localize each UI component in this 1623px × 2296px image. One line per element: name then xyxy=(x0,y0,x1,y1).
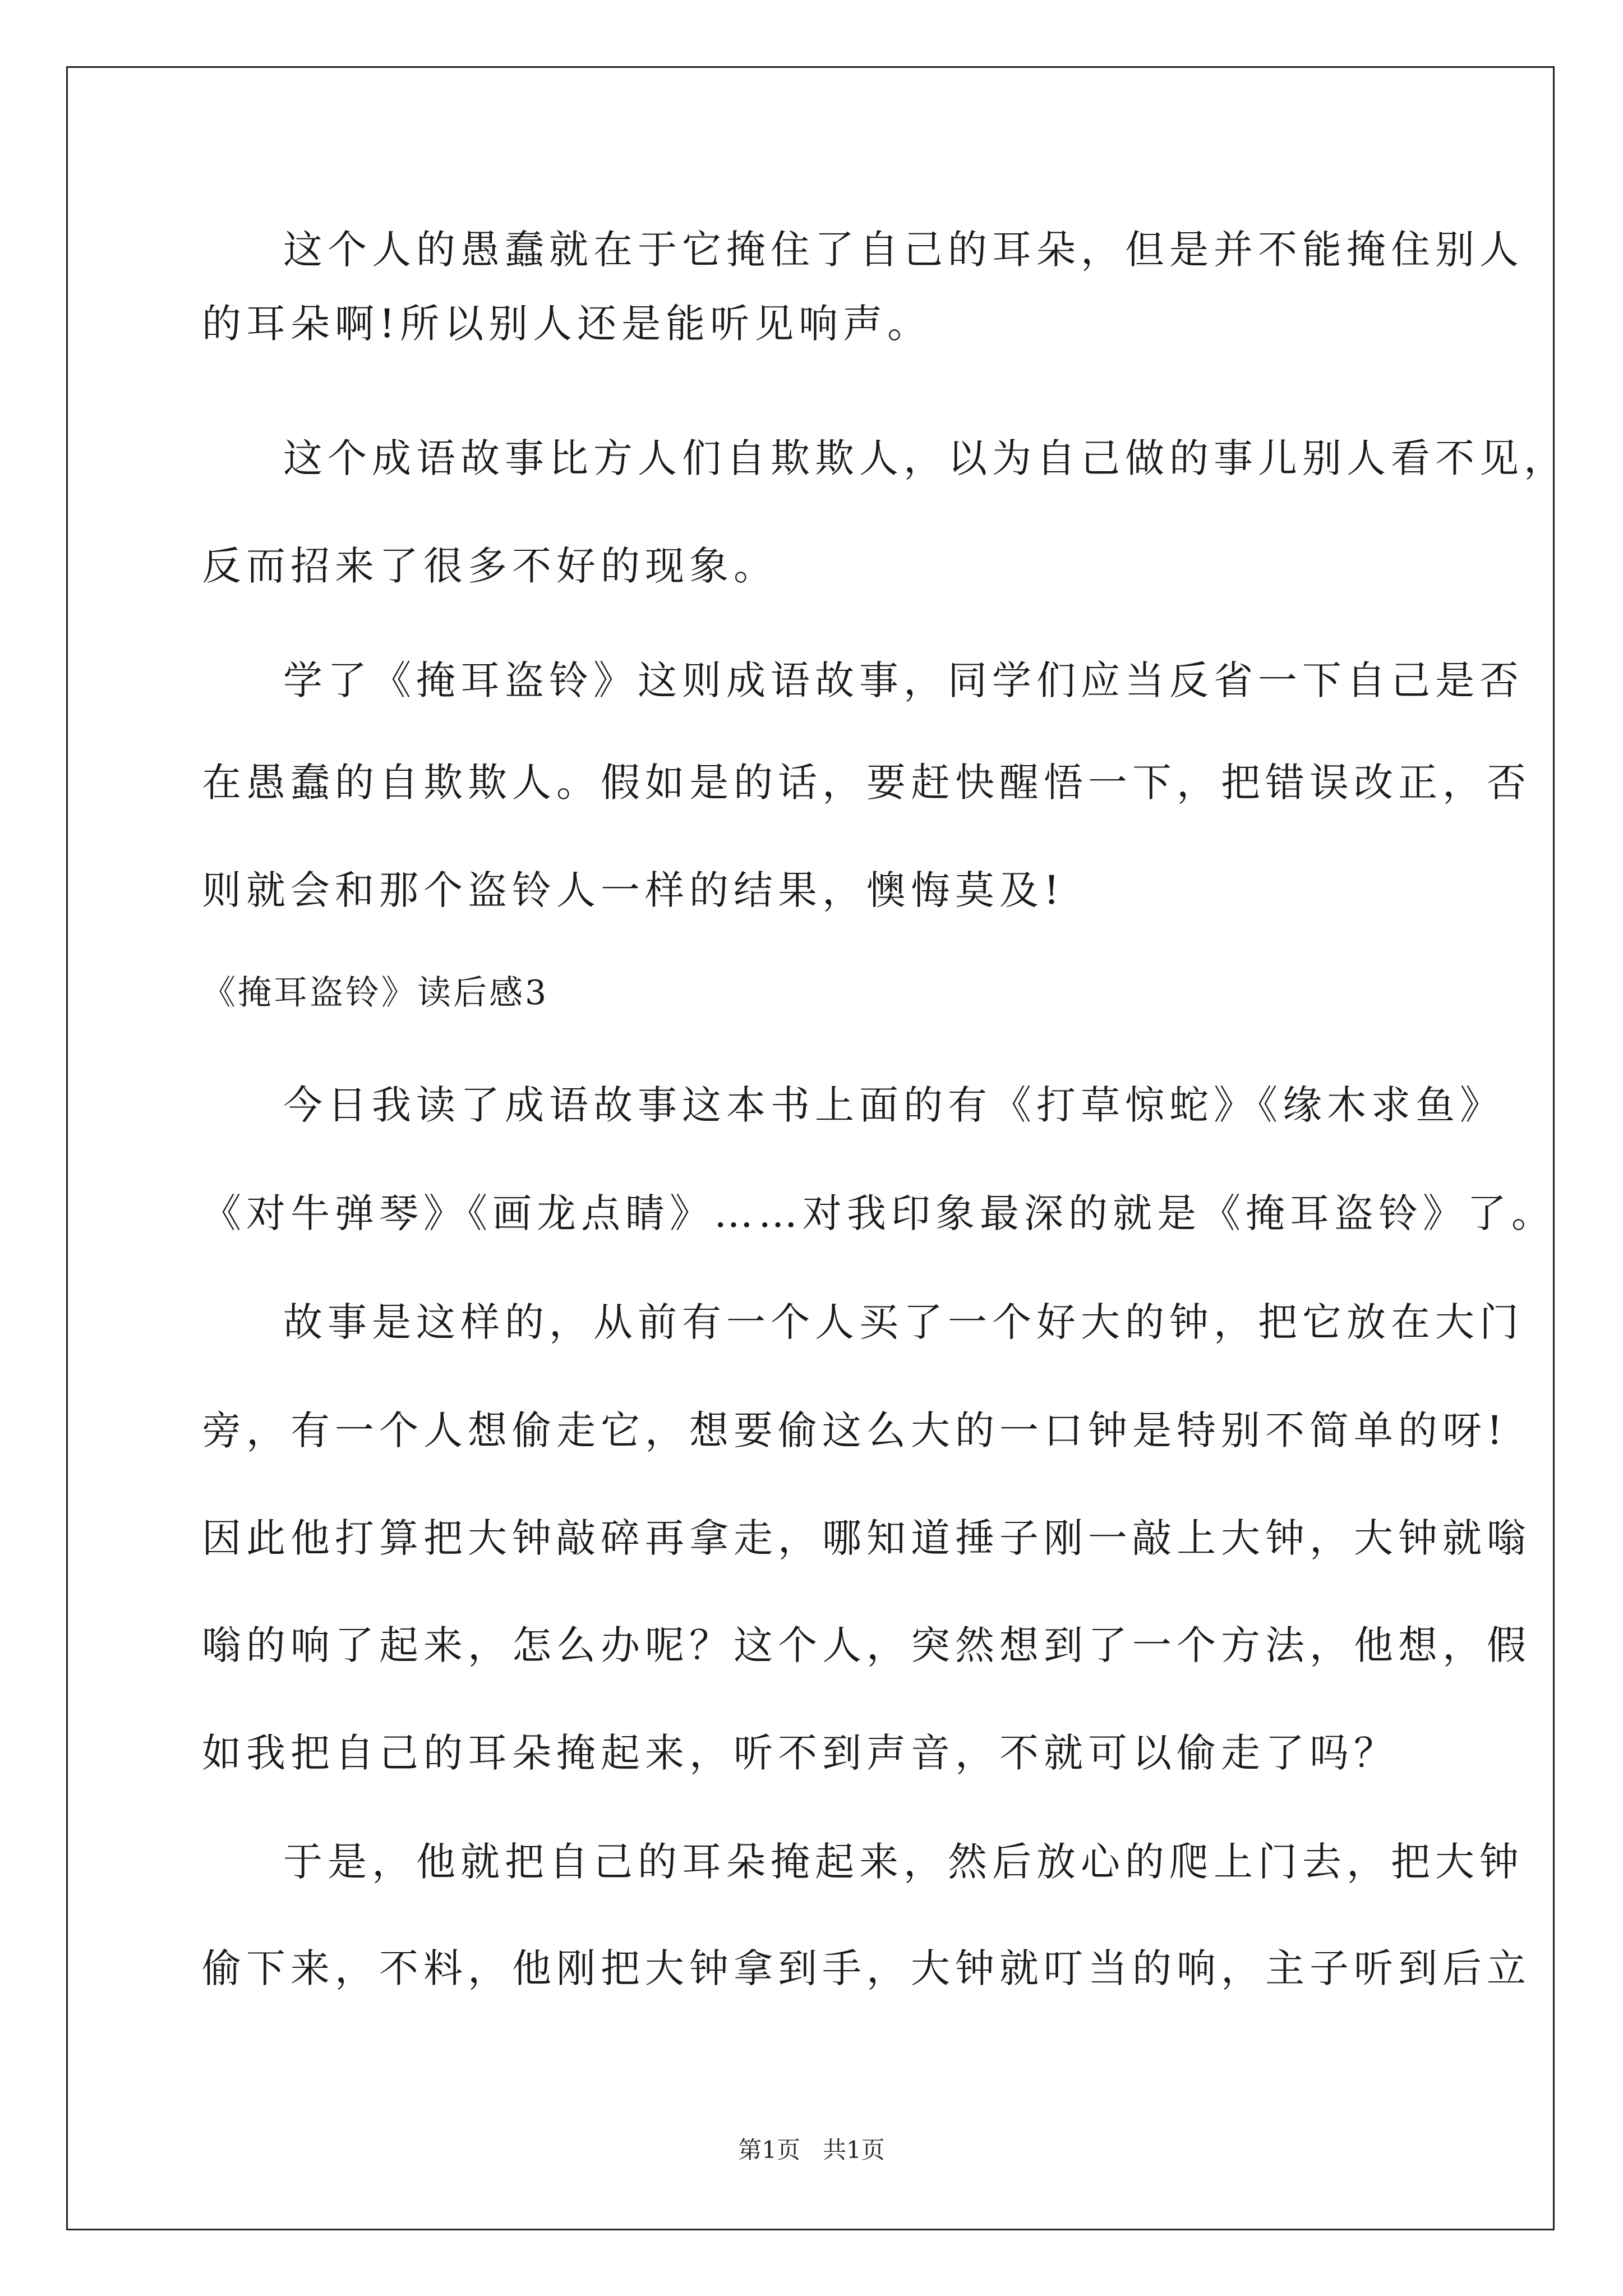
page-border xyxy=(66,66,1555,2230)
section-heading: 《掩耳盗铃》读后感3 xyxy=(202,973,549,1013)
paragraph-line: 这个成语故事比方人们自欺欺人，以为自己做的事儿别人看不见， xyxy=(283,435,1568,481)
paragraph-line: 因此他打算把大钟敲碎再拿走，哪知道捶子刚一敲上大钟，大钟就嗡 xyxy=(202,1515,1531,1561)
paragraph-line: 今日我读了成语故事这本书上面的有《打草惊蛇》《缘木求鱼》 xyxy=(283,1082,1504,1128)
paragraph-line: 偷下来，不料，他刚把大钟拿到手，大钟就叮当的响，主子听到后立 xyxy=(202,1945,1531,1991)
paragraph-line: 学了《掩耳盗铃》这则成语故事，同学们应当反省一下自己是否 xyxy=(283,657,1524,703)
paragraph-line: 在愚蠢的自欺欺人。假如是的话，要赶快醒悟一下，把错误改正，否 xyxy=(202,760,1531,806)
paragraph-line: 于是，他就把自己的耳朵掩起来，然后放心的爬上门去，把大钟 xyxy=(283,1839,1524,1885)
paragraph-line: 《对牛弹琴》《画龙点睛》……对我印象最深的就是《掩耳盗铃》了。 xyxy=(202,1190,1556,1236)
page-footer: 第1页 共1页 xyxy=(738,2136,885,2164)
paragraph-line: 旁，有一个人想偷走它，想要偷这么大的一口钟是特别不简单的呀! xyxy=(202,1407,1508,1453)
paragraph-line: 的耳朵啊!所以别人还是能听见响声。 xyxy=(202,301,932,347)
paragraph-line: 如我把自己的耳朵掩起来，听不到声音，不就可以偷走了吗？ xyxy=(202,1730,1398,1776)
paragraph-line: 这个人的愚蠢就在于它掩住了自己的耳朵，但是并不能掩住别人 xyxy=(283,227,1524,273)
paragraph-line: 嗡的响了起来，怎么办呢？这个人，突然想到了一个方法，他想，假 xyxy=(202,1622,1531,1668)
paragraph-line: 反而招来了很多不好的现象。 xyxy=(202,543,778,589)
paragraph-line: 故事是这样的，从前有一个人买了一个好大的钟，把它放在大门 xyxy=(283,1299,1524,1345)
paragraph-line: 则就会和那个盗铃人一样的结果，懊悔莫及! xyxy=(202,867,1065,913)
